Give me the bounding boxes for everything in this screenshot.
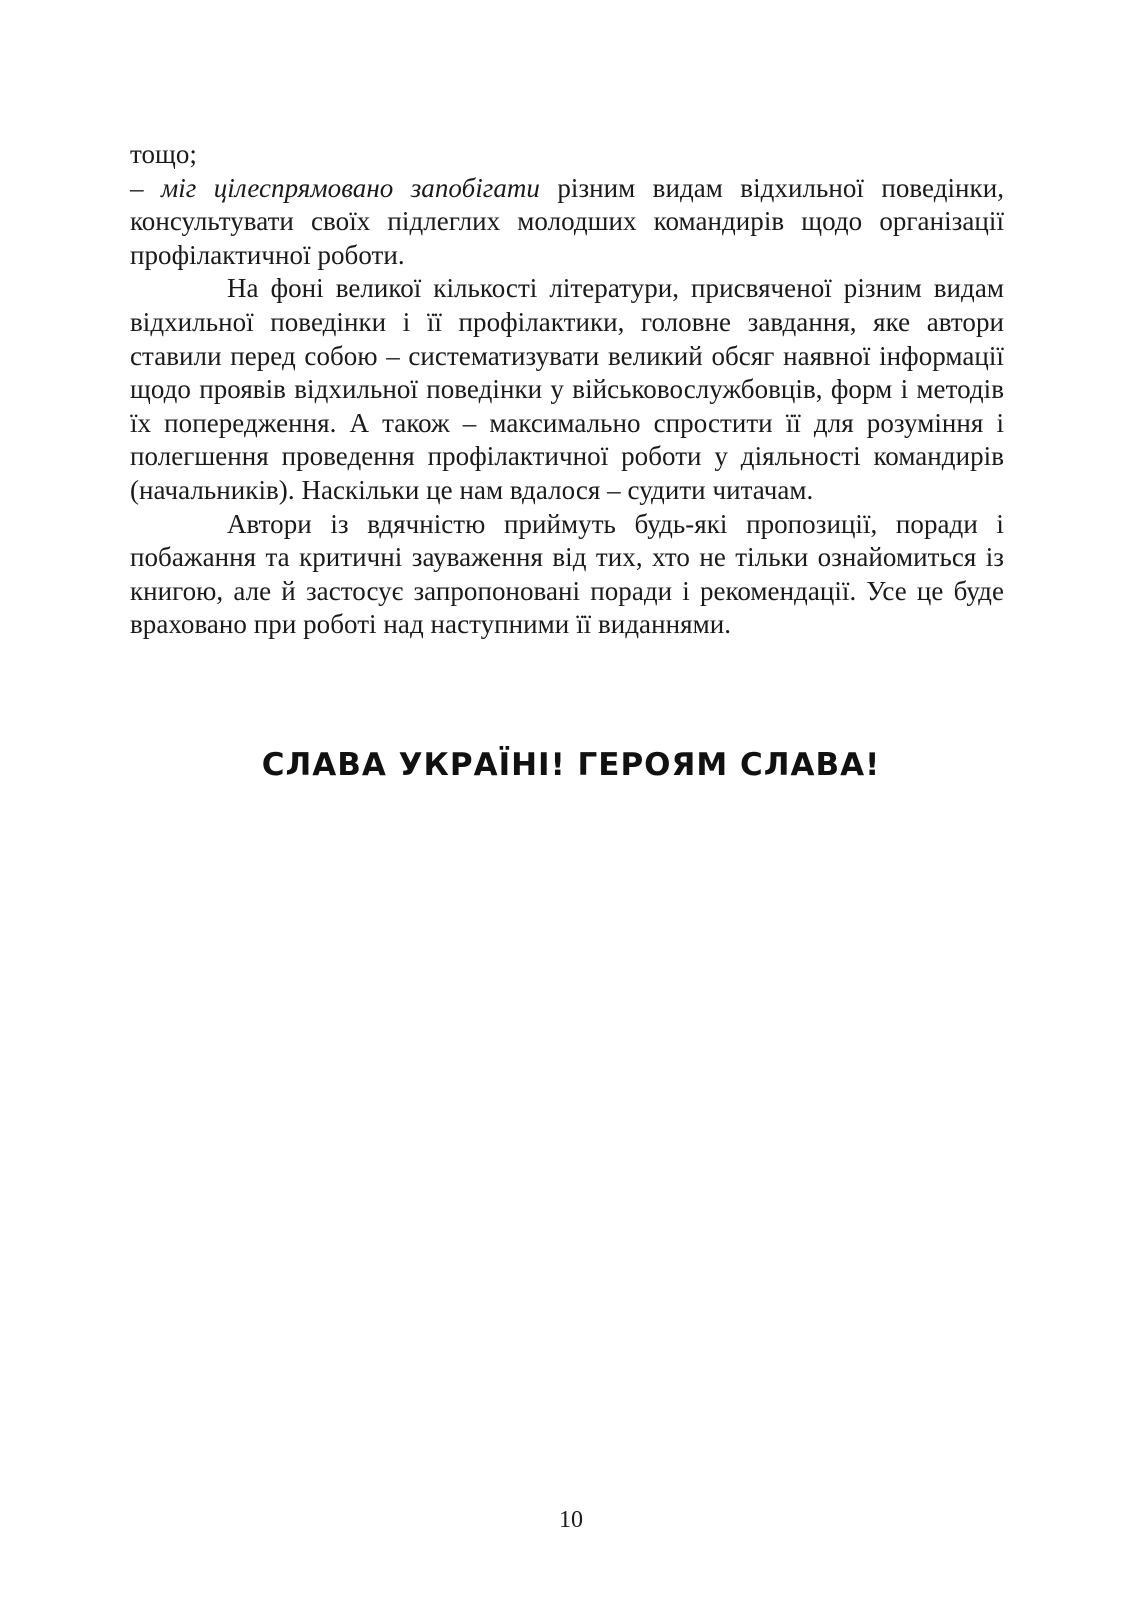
paragraph: На фоні великої кількості літератури, присвяченої різним видам відхильної поведінки і її профілактики, головне завдання, яке автори ставили перед собою – систематизувати великий обсяг наявної інформації щодо проявів відхильної поведінки у військовослужбовців, форм і методів їх попередження. А також – максимально спростити її для розуміння і полегшення проведення профілактичної роботи у діяльності командирів (начальників). Наскільки це нам вдалося – судити читачам. (130, 273, 1004, 505)
bullet-item (130, 172, 1004, 273)
bullet-rest: різним видам відхильної поведінки, консультувати своїх підлеглих молодших командирів щодо організації профілактичної роботи. (130, 172, 1004, 270)
body-text (130, 138, 1004, 642)
paragraph: Автори із вдячністю приймуть будь-які пропозиції, поради і побажання та критичні зауваження від тих, хто не тільки ознайомиться із книгою, але й застосує запропоновані поради і рекомендації. Усе це буде враховано при роботі над наступними її виданнями. (130, 508, 1004, 640)
page-number: 10 (559, 1507, 583, 1533)
bullet-italic-lead: міг цілеспрямовано запобігати (160, 172, 540, 203)
slogan-heading: СЛАВА УКРАЇНІ! ГЕРОЯМ СЛАВА! (261, 747, 881, 783)
bullet-dash: – (130, 172, 144, 203)
continuation-line: тощо; (130, 139, 197, 169)
